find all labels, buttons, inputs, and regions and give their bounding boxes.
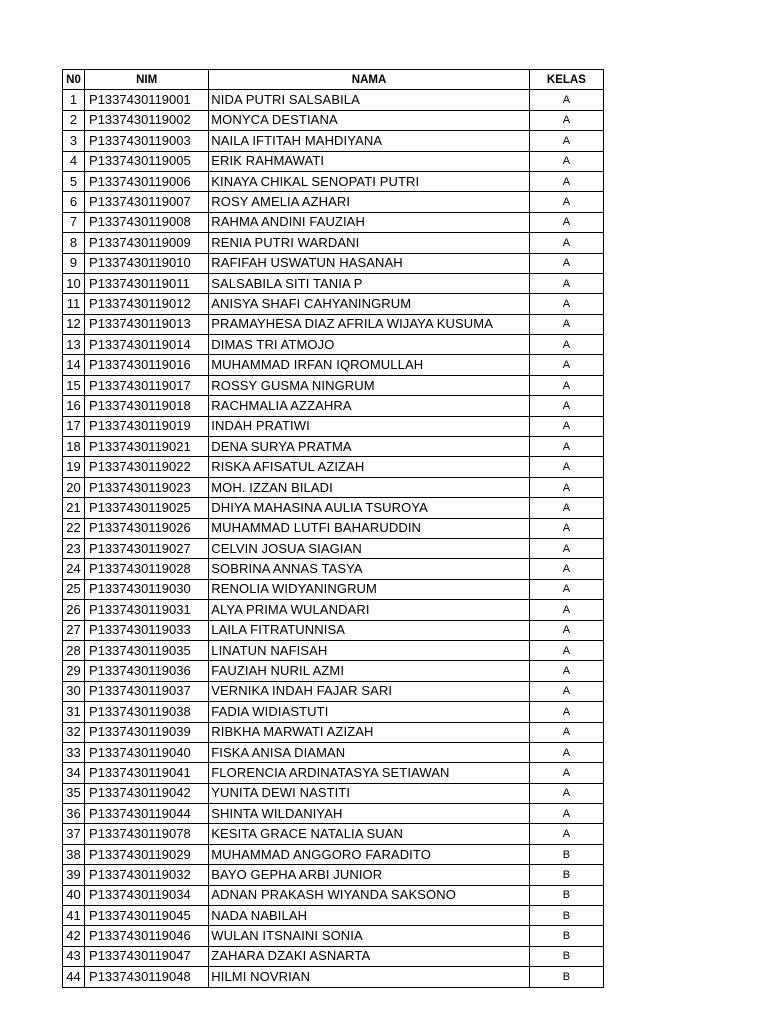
- cell-nim: P1337430119041: [85, 763, 209, 783]
- table-row: [63, 620, 604, 640]
- cell-nim: P1337430119025: [85, 498, 209, 518]
- table-row: [63, 681, 604, 701]
- table-row: [63, 804, 604, 824]
- cell-nama: MONYCA DESTIANA: [209, 110, 530, 130]
- cell-no: 26: [63, 600, 85, 620]
- table-body: [63, 90, 604, 987]
- cell-no: 41: [63, 906, 85, 926]
- header-nim: NIM: [85, 70, 209, 90]
- cell-nim: P1337430119017: [85, 375, 209, 395]
- table-row: [63, 783, 604, 803]
- cell-kelas: A: [529, 722, 603, 742]
- cell-nama: CELVIN JOSUA SIAGIAN: [209, 538, 530, 558]
- cell-kelas: A: [529, 538, 603, 558]
- table-row: [63, 844, 604, 864]
- cell-kelas: A: [529, 763, 603, 783]
- cell-no: 40: [63, 885, 85, 905]
- table-header: [63, 70, 604, 90]
- cell-no: 30: [63, 681, 85, 701]
- cell-no: 3: [63, 131, 85, 151]
- cell-kelas: A: [529, 294, 603, 314]
- cell-no: 22: [63, 518, 85, 538]
- cell-nim: P1337430119009: [85, 233, 209, 253]
- cell-kelas: B: [529, 865, 603, 885]
- cell-nama: WULAN ITSNAINI SONIA: [209, 926, 530, 946]
- table-row: [63, 396, 604, 416]
- cell-nim: P1337430119005: [85, 151, 209, 171]
- cell-nim: P1337430119026: [85, 518, 209, 538]
- cell-no: 36: [63, 804, 85, 824]
- cell-kelas: A: [529, 151, 603, 171]
- cell-kelas: A: [529, 600, 603, 620]
- cell-kelas: A: [529, 335, 603, 355]
- cell-no: 21: [63, 498, 85, 518]
- cell-no: 24: [63, 559, 85, 579]
- cell-nama: MOH. IZZAN BILADI: [209, 477, 530, 497]
- cell-kelas: A: [529, 579, 603, 599]
- header-nama: NAMA: [209, 70, 530, 90]
- table-row: [63, 335, 604, 355]
- cell-nim: P1337430119037: [85, 681, 209, 701]
- cell-nama: INDAH PRATIWI: [209, 416, 530, 436]
- table-row: [63, 906, 604, 926]
- cell-kelas: A: [529, 518, 603, 538]
- cell-nim: P1337430119019: [85, 416, 209, 436]
- cell-kelas: A: [529, 131, 603, 151]
- cell-kelas: A: [529, 477, 603, 497]
- cell-nama: SOBRINA ANNAS TASYA: [209, 559, 530, 579]
- cell-kelas: A: [529, 437, 603, 457]
- cell-no: 44: [63, 967, 85, 987]
- cell-nama: NADA NABILAH: [209, 906, 530, 926]
- cell-nama: FISKA ANISA DIAMAN: [209, 742, 530, 762]
- cell-no: 33: [63, 742, 85, 762]
- table-row: [63, 294, 604, 314]
- cell-nim: P1337430119032: [85, 865, 209, 885]
- cell-kelas: A: [529, 824, 603, 844]
- cell-nama: RENIA PUTRI WARDANI: [209, 233, 530, 253]
- cell-no: 28: [63, 640, 85, 660]
- cell-kelas: B: [529, 885, 603, 905]
- cell-nim: P1337430119021: [85, 437, 209, 457]
- cell-no: 27: [63, 620, 85, 640]
- cell-no: 11: [63, 294, 85, 314]
- cell-no: 18: [63, 437, 85, 457]
- cell-nim: P1337430119047: [85, 946, 209, 966]
- table-row: [63, 661, 604, 681]
- cell-nama: DHIYA MAHASINA AULIA TSUROYA: [209, 498, 530, 518]
- cell-nama: ROSSY GUSMA NINGRUM: [209, 375, 530, 395]
- cell-kelas: A: [529, 640, 603, 660]
- table-row: [63, 90, 604, 110]
- cell-kelas: A: [529, 681, 603, 701]
- cell-no: 39: [63, 865, 85, 885]
- cell-nim: P1337430119045: [85, 906, 209, 926]
- cell-nama: MUHAMMAD ANGGORO FARADITO: [209, 844, 530, 864]
- cell-nim: P1337430119036: [85, 661, 209, 681]
- cell-nama: RENOLIA WIDYANINGRUM: [209, 579, 530, 599]
- cell-no: 14: [63, 355, 85, 375]
- table-row: [63, 967, 604, 987]
- table-row: [63, 946, 604, 966]
- cell-kelas: A: [529, 804, 603, 824]
- cell-no: 2: [63, 110, 85, 130]
- cell-no: 12: [63, 314, 85, 334]
- cell-nama: ALYA PRIMA WULANDARI: [209, 600, 530, 620]
- cell-nama: FAUZIAH NURIL AZMI: [209, 661, 530, 681]
- table-row: [63, 640, 604, 660]
- cell-kelas: A: [529, 110, 603, 130]
- table-row: [63, 498, 604, 518]
- cell-nim: P1337430119028: [85, 559, 209, 579]
- cell-no: 29: [63, 661, 85, 681]
- cell-no: 37: [63, 824, 85, 844]
- table-row: [63, 763, 604, 783]
- cell-nama: SALSABILA SITI TANIA P: [209, 273, 530, 293]
- cell-kelas: A: [529, 233, 603, 253]
- cell-nama: ANISYA SHAFI CAHYANINGRUM: [209, 294, 530, 314]
- table-row: [63, 865, 604, 885]
- cell-no: 6: [63, 192, 85, 212]
- cell-nim: P1337430119013: [85, 314, 209, 334]
- cell-nama: KINAYA CHIKAL SENOPATI PUTRI: [209, 171, 530, 191]
- cell-kelas: A: [529, 783, 603, 803]
- cell-no: 8: [63, 233, 85, 253]
- cell-no: 34: [63, 763, 85, 783]
- cell-no: 13: [63, 335, 85, 355]
- cell-kelas: B: [529, 844, 603, 864]
- cell-nama: VERNIKA INDAH FAJAR SARI: [209, 681, 530, 701]
- cell-no: 38: [63, 844, 85, 864]
- table-row: [63, 151, 604, 171]
- cell-nim: P1337430119001: [85, 90, 209, 110]
- cell-nim: P1337430119039: [85, 722, 209, 742]
- cell-kelas: A: [529, 355, 603, 375]
- cell-nama: RIBKHA MARWATI AZIZAH: [209, 722, 530, 742]
- cell-nama: LAILA FITRATUNNISA: [209, 620, 530, 640]
- table-row: [63, 110, 604, 130]
- cell-nim: P1337430119038: [85, 702, 209, 722]
- cell-no: 23: [63, 538, 85, 558]
- table-row: [63, 437, 604, 457]
- cell-no: 32: [63, 722, 85, 742]
- cell-nama: RISKA AFISATUL AZIZAH: [209, 457, 530, 477]
- cell-kelas: A: [529, 742, 603, 762]
- cell-kelas: A: [529, 702, 603, 722]
- header-kelas: KELAS: [529, 70, 603, 90]
- header-row: [63, 70, 604, 90]
- table-row: [63, 273, 604, 293]
- cell-no: 17: [63, 416, 85, 436]
- cell-nim: P1337430119010: [85, 253, 209, 273]
- cell-nama: LINATUN NAFISAH: [209, 640, 530, 660]
- cell-kelas: B: [529, 946, 603, 966]
- table-row: [63, 742, 604, 762]
- cell-kelas: B: [529, 926, 603, 946]
- student-list-table: [62, 69, 604, 988]
- table-row: [63, 192, 604, 212]
- cell-nim: P1337430119035: [85, 640, 209, 660]
- cell-nim: P1337430119033: [85, 620, 209, 640]
- cell-nim: P1337430119040: [85, 742, 209, 762]
- cell-kelas: A: [529, 416, 603, 436]
- cell-nama: SHINTA WILDANIYAH: [209, 804, 530, 824]
- cell-nama: ADNAN PRAKASH WIYANDA SAKSONO: [209, 885, 530, 905]
- table-row: [63, 702, 604, 722]
- cell-nim: P1337430119018: [85, 396, 209, 416]
- cell-kelas: A: [529, 375, 603, 395]
- cell-kelas: A: [529, 457, 603, 477]
- table-row: [63, 131, 604, 151]
- cell-nim: P1337430119006: [85, 171, 209, 191]
- cell-kelas: A: [529, 661, 603, 681]
- cell-nim: P1337430119014: [85, 335, 209, 355]
- cell-nama: RAFIFAH USWATUN HASANAH: [209, 253, 530, 273]
- cell-kelas: A: [529, 192, 603, 212]
- cell-no: 19: [63, 457, 85, 477]
- cell-nim: P1337430119031: [85, 600, 209, 620]
- cell-no: 4: [63, 151, 85, 171]
- cell-no: 16: [63, 396, 85, 416]
- cell-nim: P1337430119034: [85, 885, 209, 905]
- cell-kelas: A: [529, 90, 603, 110]
- cell-nim: P1337430119012: [85, 294, 209, 314]
- table-row: [63, 212, 604, 232]
- table-row: [63, 416, 604, 436]
- cell-kelas: A: [529, 498, 603, 518]
- table-row: [63, 885, 604, 905]
- cell-nim: P1337430119046: [85, 926, 209, 946]
- header-no: N0: [63, 70, 85, 90]
- cell-nim: P1337430119029: [85, 844, 209, 864]
- cell-no: 9: [63, 253, 85, 273]
- table-row: [63, 233, 604, 253]
- cell-nama: RACHMALIA AZZAHRA: [209, 396, 530, 416]
- cell-kelas: A: [529, 396, 603, 416]
- table-row: [63, 457, 604, 477]
- cell-no: 43: [63, 946, 85, 966]
- cell-nim: P1337430119044: [85, 804, 209, 824]
- cell-kelas: A: [529, 559, 603, 579]
- cell-kelas: B: [529, 967, 603, 987]
- cell-nama: NIDA PUTRI SALSABILA: [209, 90, 530, 110]
- cell-nama: BAYO GEPHA ARBI JUNIOR: [209, 865, 530, 885]
- cell-nim: P1337430119003: [85, 131, 209, 151]
- table-row: [63, 559, 604, 579]
- cell-nama: FADIA WIDIASTUTI: [209, 702, 530, 722]
- table-row: [63, 926, 604, 946]
- table-row: [63, 477, 604, 497]
- cell-nama: DIMAS TRI ATMOJO: [209, 335, 530, 355]
- table-row: [63, 538, 604, 558]
- cell-kelas: A: [529, 171, 603, 191]
- cell-no: 1: [63, 90, 85, 110]
- cell-nama: MUHAMMAD LUTFI BAHARUDDIN: [209, 518, 530, 538]
- cell-nim: P1337430119023: [85, 477, 209, 497]
- cell-nim: P1337430119042: [85, 783, 209, 803]
- cell-kelas: A: [529, 253, 603, 273]
- cell-nim: P1337430119016: [85, 355, 209, 375]
- cell-nama: FLORENCIA ARDINATASYA SETIAWAN: [209, 763, 530, 783]
- cell-nim: P1337430119078: [85, 824, 209, 844]
- cell-no: 25: [63, 579, 85, 599]
- cell-nama: PRAMAYHESA DIAZ AFRILA WIJAYA KUSUMA: [209, 314, 530, 334]
- cell-nama: KESITA GRACE NATALIA SUAN: [209, 824, 530, 844]
- cell-nama: ERIK RAHMAWATI: [209, 151, 530, 171]
- cell-nim: P1337430119007: [85, 192, 209, 212]
- cell-no: 15: [63, 375, 85, 395]
- cell-kelas: A: [529, 314, 603, 334]
- cell-nim: P1337430119011: [85, 273, 209, 293]
- cell-nim: P1337430119027: [85, 538, 209, 558]
- cell-kelas: B: [529, 906, 603, 926]
- cell-kelas: A: [529, 620, 603, 640]
- cell-nama: ZAHARA DZAKI ASNARTA: [209, 946, 530, 966]
- cell-nama: NAILA IFTITAH MAHDIYANA: [209, 131, 530, 151]
- cell-nim: P1337430119008: [85, 212, 209, 232]
- cell-nama: HILMI NOVRIAN: [209, 967, 530, 987]
- table-row: [63, 375, 604, 395]
- table-row: [63, 824, 604, 844]
- cell-nim: P1337430119022: [85, 457, 209, 477]
- cell-nama: YUNITA DEWI NASTITI: [209, 783, 530, 803]
- cell-no: 31: [63, 702, 85, 722]
- cell-nama: ROSY AMELIA AZHARI: [209, 192, 530, 212]
- cell-nim: P1337430119048: [85, 967, 209, 987]
- table-row: [63, 314, 604, 334]
- cell-no: 7: [63, 212, 85, 232]
- cell-kelas: A: [529, 212, 603, 232]
- table-row: [63, 355, 604, 375]
- cell-no: 5: [63, 171, 85, 191]
- table-row: [63, 253, 604, 273]
- table-row: [63, 600, 604, 620]
- cell-no: 10: [63, 273, 85, 293]
- cell-kelas: A: [529, 273, 603, 293]
- cell-nama: DENA SURYA PRATMA: [209, 437, 530, 457]
- cell-nim: P1337430119002: [85, 110, 209, 130]
- cell-nim: P1337430119030: [85, 579, 209, 599]
- table-row: [63, 579, 604, 599]
- table-row: [63, 722, 604, 742]
- cell-no: 35: [63, 783, 85, 803]
- cell-no: 20: [63, 477, 85, 497]
- cell-no: 42: [63, 926, 85, 946]
- table-row: [63, 518, 604, 538]
- table-row: [63, 171, 604, 191]
- cell-nama: MUHAMMAD IRFAN IQROMULLAH: [209, 355, 530, 375]
- cell-nama: RAHMA ANDINI FAUZIAH: [209, 212, 530, 232]
